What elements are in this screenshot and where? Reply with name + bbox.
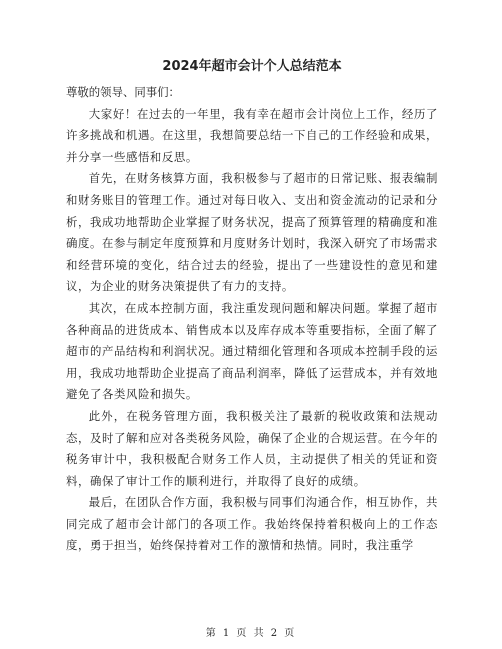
paragraph-intro: 大家好！在过去的一年里，我有幸在超市会计岗位上工作，经历了许多挑战和机遇。在这里，我想简要总结一下自己的工作经验和成果，并分享一些感悟和反思。 [66,106,438,164]
page-number-footer: 第 1 页 共 2 页 [205,628,297,639]
document-title: 2024年超市会计个人总结范本 [162,59,342,74]
paragraph-financial-accounting: 首先，在财务核算方面，我积极参与了超市的日常记账、报表编制和财务账目的管理工作。通过对每日收入、支出和资金流动的记录和分析，我成功地帮助企业掌握了财务状况，提高了预算管理的精确度和准确度。在参与制定年度预算和月度财务计划时，我深入研究了市场需求和经营环境的变化，结合过去的经验，提出了一些建设性的意见和建议，为企业的财务决策提供了有力的支持。 [66,171,438,294]
paragraph-tax-management: 此外，在税务管理方面，我积极关注了最新的税收政策和法规动态，及时了解和应对各类税务风险，确保了企业的合规运营。在今年的税务审计中，我积极配合财务工作人员，主动提供了相关的凭证和资料，确保了审计工作的顺利进行，并取得了良好的成绩。 [66,408,438,488]
salutation: 尊敬的领导、同事们： [66,85,180,99]
paragraph-cost-control: 其次，在成本控制方面，我注重发现问题和解决问题。掌握了超市各种商品的进货成本、销售成本以及库存成本等重要指标，全面了解了超市的产品结构和利润状况。通过精细化管理和各项成本控制手段的运用，我成功地帮助企业提高了商品利润率，降低了运营成本，并有效地避免了各类风险和损失。 [66,300,438,402]
paragraph-teamwork: 最后，在团队合作方面，我积极与同事们沟通合作，相互协作，共同完成了超市会计部门的各项工作。我始终保持着积极向上的工作态度，勇于担当，始终保持着对工作的激情和热情。同时，我注重学 [66,495,438,553]
